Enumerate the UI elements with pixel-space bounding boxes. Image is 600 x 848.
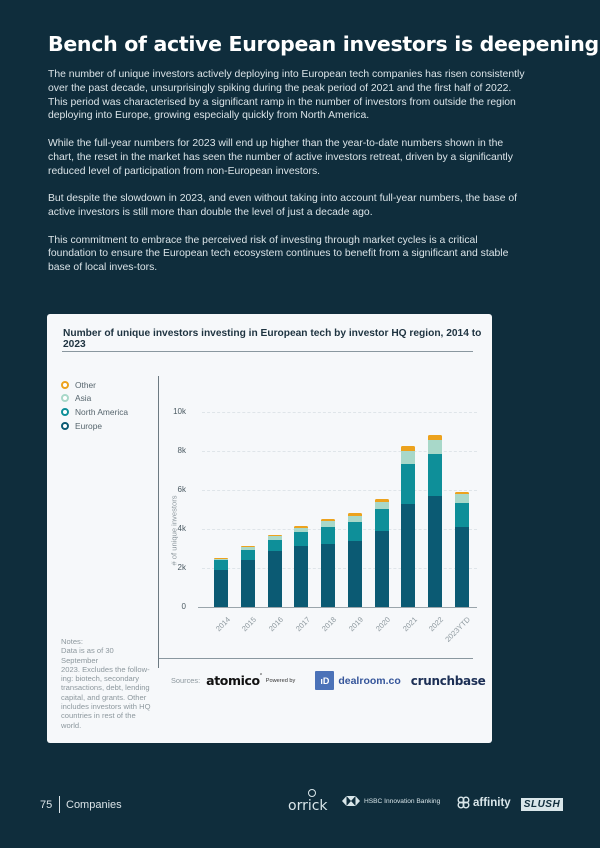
sources-row	[171, 671, 486, 690]
bar-segment-asia	[294, 528, 308, 532]
x-tick-label: 2018	[320, 615, 339, 634]
affinity-logo	[457, 796, 511, 809]
x-tick-label: 2020	[373, 615, 392, 634]
bar-segment-other	[375, 499, 389, 502]
footer-separator	[59, 796, 60, 813]
x-tick-label: 2021	[400, 615, 419, 634]
notes-line: 2023. Excludes the follow-	[61, 664, 150, 674]
bar-segment-asia	[348, 516, 362, 522]
bar-2016	[268, 535, 282, 608]
legend-label: Europe	[75, 420, 103, 431]
hsbc-hexagon-icon	[342, 796, 360, 806]
y-axis-label: # of unique investors	[169, 495, 179, 566]
y-tick-label: 0	[181, 602, 186, 612]
bar-segment-europe	[375, 531, 389, 607]
hsbc-logo	[342, 796, 440, 806]
stacked-bar-chart	[47, 314, 492, 674]
bar-2019	[348, 513, 362, 607]
intro-text	[48, 68, 528, 289]
x-tick-label: 2017	[293, 615, 312, 634]
bar-2017	[294, 526, 308, 607]
x-tick-label: 2015	[240, 615, 259, 634]
x-tick-label: 2016	[266, 615, 286, 634]
bar-segment-europe	[294, 546, 308, 607]
slush-logo: SLUSH	[521, 798, 563, 811]
y-tick-label: 4k	[177, 524, 186, 534]
bar-segment-other	[455, 492, 469, 494]
bar-segment-north-america	[321, 527, 335, 544]
bar-2021	[401, 446, 415, 607]
bar-segment-asia	[268, 536, 282, 540]
orrick-logo: orrick	[288, 798, 328, 814]
y-tick-label: 8k	[177, 445, 186, 455]
hsbc-logo-text: HSBC Innovation Banking	[364, 797, 441, 805]
bar-segment-north-america	[268, 540, 282, 552]
bar-segment-europe	[455, 527, 469, 608]
chart-notes	[61, 637, 151, 730]
bar-segment-asia	[401, 451, 415, 464]
bar-segment-north-america	[348, 522, 362, 541]
bar-segment-north-america	[428, 454, 442, 496]
bar-segment-north-america	[214, 560, 228, 570]
x-tick-label: 2014	[213, 615, 232, 634]
dealroom-logo-icon: ıD	[315, 671, 334, 690]
notes-line: includes investors with HQ	[61, 702, 151, 712]
y-tick-label: 10k	[173, 406, 186, 416]
sources-divider	[159, 658, 473, 659]
bar-segment-europe	[348, 541, 362, 608]
intro-paragraph: This commitment to embrace the perceived risk of investing through market cycles is a critical foundation to ensure the European tech ecosystem continues to benefit from a significant and stable base of local inves-tors.	[48, 234, 509, 274]
bar-2018	[321, 519, 335, 607]
bar-segment-other	[321, 519, 335, 520]
bar-segment-other	[268, 535, 282, 536]
affinity-logo-text: affinity	[473, 796, 511, 809]
bar-segment-asia	[241, 547, 255, 550]
intro-paragraph: The number of unique investors actively deploying into European tech companies has risen consistently over the past decade, unsurprisingly spiking during the peak period of 2021 and the first half of 2022. This period was characterised by a significant ramp in the number of investors from outside the region deploying into Europe, growing especially quickly from North America.	[48, 69, 525, 122]
intro-paragraph: But despite the slowdown in 2023, and even without taking into account full-year numbers, the base of active investors is still more than double the level of just a decade ago.	[48, 193, 518, 218]
bar-segment-europe	[241, 560, 255, 607]
sources-label: Sources:	[171, 676, 201, 685]
page-title: Bench of active European investors is deepening	[48, 32, 599, 56]
bar-segment-other	[294, 526, 308, 527]
intro-paragraph: While the full-year numbers for 2023 will end up higher than the year-to-date numbers shown in the chart, the reset in the market has seen the number of active investors retreat, driven by a significantly reduced level of participation from non-European investors.	[48, 137, 513, 177]
bar-segment-asia	[375, 502, 389, 509]
orrick-logo-ring-icon	[308, 789, 316, 797]
legend-label: Other	[75, 379, 96, 390]
bar-2020	[375, 499, 389, 607]
bar-2014	[214, 558, 228, 607]
legend-label: North America	[75, 406, 129, 417]
x-tick-label: 2019	[347, 615, 366, 634]
notes-line: Notes:	[61, 637, 83, 646]
dealroom-logo: dealroom.co	[338, 674, 401, 687]
chart-card	[47, 314, 492, 743]
notes-line: countries in rest of the	[61, 711, 136, 721]
bar-segment-europe	[214, 570, 228, 607]
atomico-logo: atomico°	[206, 673, 262, 688]
powered-by-label: Powered by	[265, 677, 296, 684]
bar-segment-europe	[268, 551, 282, 607]
bar-segment-other	[348, 513, 362, 515]
bar-segment-north-america	[401, 464, 415, 504]
bar-segment-asia	[455, 494, 469, 502]
notes-line: Data is as of 30 September	[61, 646, 114, 665]
bar-segment-europe	[401, 504, 415, 608]
x-tick-label: 2023YTD	[443, 615, 473, 645]
bar-segment-europe	[428, 496, 442, 607]
bar-2022	[428, 435, 442, 607]
bar-segment-europe	[321, 544, 335, 607]
x-axis-line	[198, 607, 477, 608]
notes-line: capital, and grants. Other	[61, 692, 147, 702]
bar-segment-other	[428, 435, 442, 440]
bar-segment-north-america	[455, 503, 469, 527]
notes-line: ing: biotech, secondary	[61, 674, 140, 684]
chart-title: Number of unique investors investing in European tech by investor HQ region, 2014 to 2023	[63, 328, 482, 350]
x-tick-label: 2022	[427, 615, 446, 634]
bar-segment-north-america	[241, 550, 255, 560]
bar-segment-other	[214, 558, 228, 559]
crunchbase-logo: crunchbase	[410, 673, 486, 688]
legend-label: Asia	[75, 393, 92, 404]
y-tick-label: 2k	[177, 563, 186, 573]
bar-2023YTD	[455, 492, 469, 607]
gridline	[202, 412, 477, 413]
y-tick-label: 6k	[177, 485, 186, 494]
bar-segment-asia	[214, 559, 228, 560]
page-number: 75	[40, 799, 53, 811]
bar-segment-north-america	[375, 509, 389, 531]
bar-segment-asia	[428, 440, 442, 454]
bar-segment-other	[401, 446, 415, 451]
bar-segment-asia	[321, 521, 335, 527]
bar-2015	[241, 546, 255, 608]
affinity-knot-icon	[457, 796, 470, 809]
notes-line: world.	[61, 720, 82, 730]
bar-segment-other	[241, 546, 255, 547]
section-name: Companies	[66, 799, 122, 811]
bar-segment-north-america	[294, 532, 308, 546]
notes-line: transactions, debt, lending	[61, 683, 150, 693]
